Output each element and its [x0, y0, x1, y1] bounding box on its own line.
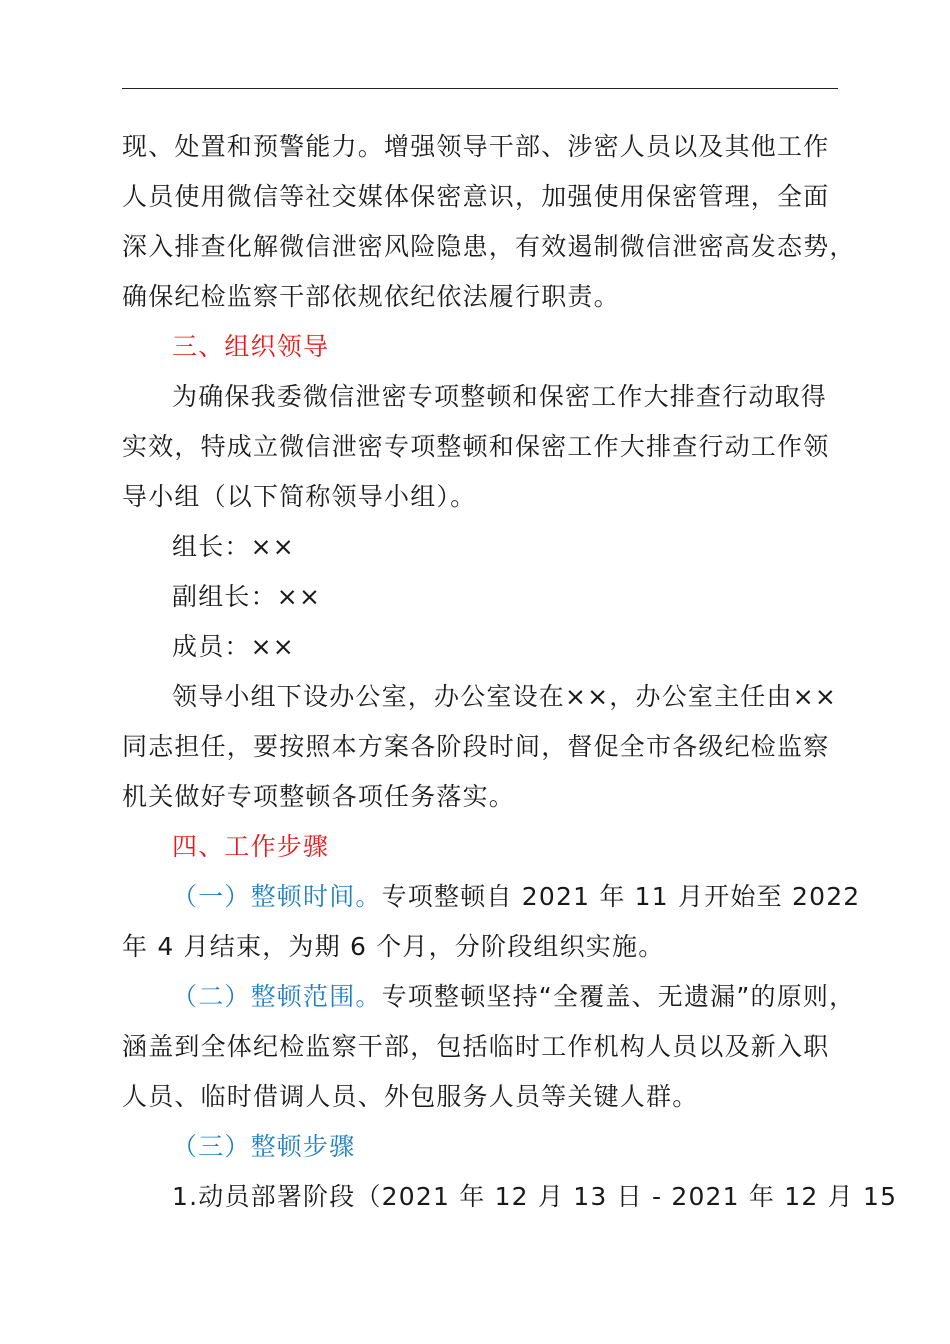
section-heading-work-steps: 四、工作步骤: [172, 832, 330, 861]
subheading-steps: （三）整顿步骤: [172, 1132, 356, 1161]
body-line: 领导小组下设办公室，办公室设在××，办公室主任由××: [172, 682, 837, 711]
body-line: 年 4 月结束，为期 6 个月，分阶段组织实施。: [122, 932, 665, 961]
subheading-time: （一）整顿时间。: [172, 882, 382, 911]
body-line: 实效，特成立微信泄密专项整顿和保密工作大排查行动工作领: [122, 432, 830, 461]
body-line: 机关做好专项整顿各项任务落实。: [122, 782, 516, 811]
members-line: 成员：××: [172, 632, 295, 661]
body-line: 人员、临时借调人员、外包服务人员等关键人群。: [122, 1082, 699, 1111]
body-line: 现、处置和预警能力。增强领导干部、涉密人员以及其他工作: [122, 132, 830, 161]
group-leader-line: 组长：××: [172, 532, 295, 561]
header-rule: [122, 88, 838, 89]
body-line: 1.动员部署阶段（2021 年 12 月 13 日 - 2021 年 12 月 15: [172, 1182, 898, 1211]
body-line: 同志担任，要按照本方案各阶段时间，督促全市各级纪检监察: [122, 732, 830, 761]
body-line: 涵盖到全体纪检监察干部，包括临时工作机构人员以及新入职: [122, 1032, 830, 1061]
body-line: （一）整顿时间。专项整顿自 2021 年 11 月开始至 2022: [172, 882, 861, 911]
body-line: 人员使用微信等社交媒体保密意识，加强使用保密管理，全面: [122, 182, 830, 211]
body-line: （二）整顿范围。专项整顿坚持“全覆盖、无遗漏”的原则，: [172, 982, 856, 1011]
body-line: 导小组（以下简称领导小组）。: [122, 482, 477, 511]
deputy-leader-line: 副组长：××: [172, 582, 322, 611]
subheading-scope: （二）整顿范围。: [172, 982, 382, 1011]
body-line: 确保纪检监察干部依规依纪依法履行职责。: [122, 282, 620, 311]
section-heading-organization: 三、组织领导: [172, 332, 330, 361]
body-line: 为确保我委微信泄密专项整顿和保密工作大排查行动取得: [172, 382, 828, 411]
body-line: 深入排查化解微信泄密风险隐患，有效遏制微信泄密高发态势，: [122, 232, 856, 261]
